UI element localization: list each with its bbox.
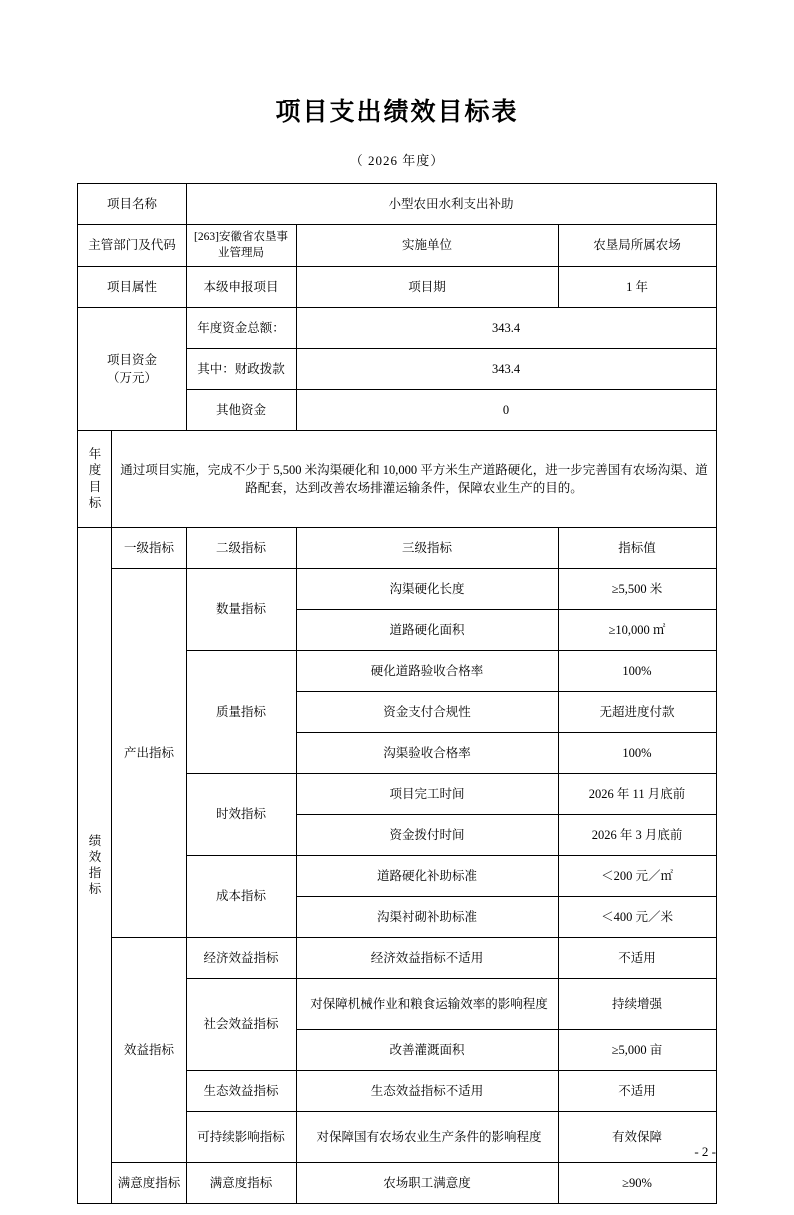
header-level2: 二级指标: [186, 528, 296, 569]
level2-ecological: 生态效益指标: [186, 1071, 296, 1112]
level3-label: 农场职工满意度: [296, 1163, 558, 1204]
level1-output: 产出指标: [112, 569, 186, 938]
annual-goal-label: [78, 431, 112, 528]
indicator-value: ＜400 元／米: [558, 897, 716, 938]
level3-label: 沟渠验收合格率: [296, 733, 558, 774]
funds-label: [78, 308, 186, 431]
indicator-value: 100%: [558, 733, 716, 774]
table-row-indicator-header: [78, 528, 716, 569]
indicator-value: 不适用: [558, 938, 716, 979]
table-row-funds-total: [78, 308, 716, 349]
department-label: 主管部门及代码: [78, 225, 186, 267]
level3-label: 沟渠衬砌补助标准: [296, 897, 558, 938]
level2-satisfaction: 满意度指标: [186, 1163, 296, 1204]
period-value: 1 年: [558, 267, 716, 308]
level3-label: 资金支付合规性: [296, 692, 558, 733]
table-row: [78, 569, 716, 610]
table-row: [78, 938, 716, 979]
indicator-value: ≥5,500 米: [558, 569, 716, 610]
performance-target-table: [77, 183, 716, 1204]
table-row-project-name: [78, 184, 716, 225]
indicator-value: 100%: [558, 651, 716, 692]
funds-total-value: 343.4: [296, 308, 716, 349]
level3-label: 对保障国有农场农业生产条件的影响程度: [296, 1112, 558, 1163]
level3-label: 道路硬化面积: [296, 610, 558, 651]
level2-timeliness: 时效指标: [186, 774, 296, 856]
indicator-value: 无超进度付款: [558, 692, 716, 733]
indicator-value: 有效保障: [558, 1112, 716, 1163]
annual-goal-label-text: 年度目标: [88, 447, 102, 510]
indicator-value: ＜200 元／㎡: [558, 856, 716, 897]
level1-satisfaction: 满意度指标: [112, 1163, 186, 1204]
attribute-value: 本级申报项目: [186, 267, 296, 308]
indicator-value: 2026 年 3 月底前: [558, 815, 716, 856]
level1-benefit: 效益指标: [112, 938, 186, 1163]
table-row: [78, 1163, 716, 1204]
level3-label: 改善灌溉面积: [296, 1030, 558, 1071]
level3-label: 项目完工时间: [296, 774, 558, 815]
funds-label-line2: （万元）: [106, 371, 157, 386]
period-label: 项目期: [296, 267, 558, 308]
funds-fiscal-label: 其中：财政拨款: [186, 349, 296, 390]
project-name-label: 项目名称: [78, 184, 186, 225]
level2-quality: 质量指标: [186, 651, 296, 774]
table-row-annual-goal: [78, 431, 716, 528]
level2-social: 社会效益指标: [186, 979, 296, 1071]
indicator-value: 持续增强: [558, 979, 716, 1030]
level2-sustainable: 可持续影响指标: [186, 1112, 296, 1163]
funds-other-label: 其他资金: [186, 390, 296, 431]
page-number: - 2 -: [694, 1144, 716, 1159]
impl-unit-value: 农垦局所属农场: [558, 225, 716, 267]
level3-label: 硬化道路验收合格率: [296, 651, 558, 692]
table-row-department: [78, 225, 716, 267]
funds-label-line1: 项目资金: [106, 352, 157, 367]
level3-label: 道路硬化补助标准: [296, 856, 558, 897]
impl-unit-label: 实施单位: [296, 225, 558, 267]
project-name-value: 小型农田水利支出补助: [186, 184, 716, 225]
funds-other-value: 0: [296, 390, 716, 431]
department-value: [263]安徽省农垦事业管理局: [186, 225, 296, 267]
indicator-value: ≥5,000 亩: [558, 1030, 716, 1071]
funds-total-label: 年度资金总额：: [186, 308, 296, 349]
page-title: 项目支出绩效目标表: [275, 99, 519, 126]
header-level1: 一级指标: [112, 528, 186, 569]
indicator-value: ≥10,000 ㎡: [558, 610, 716, 651]
indicator-value: 不适用: [558, 1071, 716, 1112]
level3-label: 经济效益指标不适用: [296, 938, 558, 979]
level3-label: 资金拨付时间: [296, 815, 558, 856]
level3-label: 对保障机械作业和粮食运输效率的影响程度: [296, 979, 558, 1030]
funds-fiscal-value: 343.4: [296, 349, 716, 390]
performance-indicator-label: [78, 528, 112, 1204]
annual-goal-text: 通过项目实施，完成不少于 5,500 米沟渠硬化和 10,000 平方米生产道路硬化，进一步完善国有农场沟渠、道路配套，达到改善农场排灌运输条件，保障农业生产的目的。: [112, 431, 716, 528]
level2-quantity: 数量指标: [186, 569, 296, 651]
level2-cost: 成本指标: [186, 856, 296, 938]
indicator-value: 2026 年 11 月底前: [558, 774, 716, 815]
header-level3: 三级指标: [296, 528, 558, 569]
header-value: 指标值: [558, 528, 716, 569]
indicator-value: ≥90%: [558, 1163, 716, 1204]
document-page: [0, 92, 794, 1215]
performance-indicator-label-text: 绩效指标: [88, 833, 102, 897]
table-row-attribute: [78, 267, 716, 308]
level2-economic: 经济效益指标: [186, 938, 296, 979]
page-subtitle: （ 2026 年度）: [349, 153, 445, 168]
level3-label: 生态效益指标不适用: [296, 1071, 558, 1112]
level3-label: 沟渠硬化长度: [296, 569, 558, 610]
attribute-label: 项目属性: [78, 267, 186, 308]
